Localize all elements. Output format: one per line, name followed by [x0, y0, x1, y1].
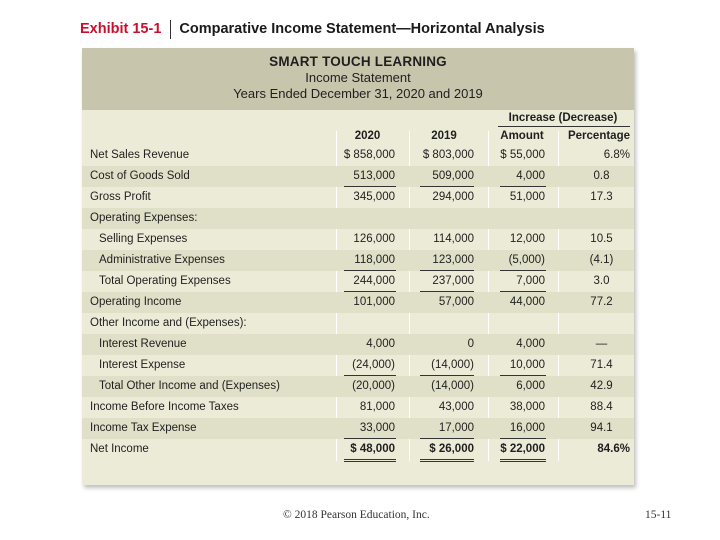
- increase-percentage: (4.1): [589, 254, 614, 266]
- subtotal-rule: [420, 186, 474, 187]
- exhibit-label: Exhibit 15-1: [80, 21, 162, 37]
- table-row: [82, 439, 634, 460]
- increase-amount: 12,000: [509, 233, 545, 245]
- row-label: Administrative Expenses: [99, 254, 225, 266]
- row-label: Income Tax Expense: [90, 422, 197, 434]
- increase-amount: $ 22,000: [500, 443, 545, 455]
- row-label: Total Operating Expenses: [99, 275, 231, 287]
- subtotal-rule: [420, 291, 474, 292]
- table-row: [82, 208, 634, 229]
- row-label: Total Other Income and (Expenses): [99, 380, 280, 392]
- table-row: [82, 334, 634, 355]
- table-row: [82, 145, 634, 166]
- value-2020: 244,000: [353, 275, 395, 287]
- value-2020: 101,000: [353, 296, 395, 308]
- table-row: [82, 418, 634, 439]
- value-2020: (24,000): [352, 359, 395, 371]
- row-label: Gross Profit: [90, 191, 151, 203]
- increase-amount: (5,000): [508, 254, 545, 266]
- value-2020: 33,000: [359, 422, 395, 434]
- col-header-2020: 2020: [354, 130, 381, 142]
- subtotal-rule: [420, 438, 474, 439]
- row-label: Selling Expenses: [99, 233, 188, 245]
- subtotal-rule: [500, 270, 546, 271]
- value-2019: $ 803,000: [422, 149, 474, 161]
- subtotal-rule: [344, 291, 396, 292]
- table-row: [82, 229, 634, 250]
- value-2020: 345,000: [353, 191, 395, 203]
- value-2019: 0: [467, 338, 474, 350]
- row-label: Net Income: [90, 443, 149, 455]
- increase-percentage: 84.6%: [597, 443, 630, 455]
- subtotal-rule: [500, 438, 546, 439]
- value-2020: $ 858,000: [343, 149, 395, 161]
- increase-decrease-header: Increase (Decrease): [508, 112, 618, 124]
- value-2019: 509,000: [432, 170, 474, 182]
- increase-percentage: 6.8%: [603, 149, 630, 161]
- table-row: [82, 397, 634, 418]
- statement-heading: [82, 48, 634, 110]
- value-2019: 43,000: [438, 401, 474, 413]
- increase-percentage: 3.0: [593, 275, 610, 287]
- exhibit-divider: [170, 20, 171, 39]
- value-2019: 294,000: [432, 191, 474, 203]
- increase-amount: 4,000: [516, 170, 545, 182]
- subtotal-rule: [344, 186, 396, 187]
- value-2019: 57,000: [438, 296, 474, 308]
- value-2019: 114,000: [433, 233, 474, 245]
- increase-amount: 4,000: [516, 338, 545, 350]
- table-row: [82, 187, 634, 208]
- income-statement-table: [82, 48, 634, 485]
- subtotal-rule: [500, 375, 546, 376]
- value-2020: 513,000: [353, 170, 395, 182]
- increase-percentage: —: [595, 338, 608, 350]
- increase-percentage: 42.9: [590, 380, 613, 392]
- value-2019: (14,000): [431, 380, 474, 392]
- row-label: Interest Expense: [99, 359, 186, 371]
- total-double-rule: [500, 461, 546, 462]
- increase-percentage: 17.3: [590, 191, 613, 203]
- page-number: 15-11: [645, 509, 672, 521]
- subtotal-rule: [420, 270, 474, 271]
- value-2019: 123,000: [432, 254, 474, 266]
- value-2020: 4,000: [366, 338, 395, 350]
- row-label: Income Before Income Taxes: [90, 401, 239, 413]
- total-double-rule: [420, 461, 474, 462]
- exhibit-header: [80, 18, 545, 40]
- increase-percentage: 77.2: [590, 296, 613, 308]
- total-double-rule: [344, 461, 396, 462]
- value-2019: 17,000: [438, 422, 474, 434]
- increase-amount: 10,000: [509, 359, 545, 371]
- value-2020: 126,000: [353, 233, 395, 245]
- table-row: [82, 292, 634, 313]
- exhibit-title: Comparative Income Statement—Horizontal Analysis: [179, 21, 545, 37]
- increase-amount: 6,000: [516, 380, 545, 392]
- subtotal-rule: [420, 375, 474, 376]
- group-header-underline: [498, 126, 630, 127]
- table-row: [82, 355, 634, 376]
- subtotal-rule: [344, 375, 396, 376]
- increase-percentage: 10.5: [590, 233, 613, 245]
- table-row: [82, 271, 634, 292]
- table-row: [82, 313, 634, 334]
- col-header-amount: Amount: [500, 130, 544, 142]
- table-row: [82, 166, 634, 187]
- increase-percentage: 94.1: [590, 422, 613, 434]
- subtotal-rule: [344, 270, 396, 271]
- value-2020: (20,000): [352, 380, 395, 392]
- statement-name: Income Statement: [305, 70, 411, 85]
- company-name: SMART TOUCH LEARNING: [269, 54, 447, 69]
- increase-amount: 7,000: [516, 275, 545, 287]
- value-2020: 118,000: [354, 254, 395, 266]
- increase-percentage: 0.8: [593, 170, 610, 182]
- row-label: Cost of Goods Sold: [90, 170, 190, 182]
- value-2020: $ 48,000: [350, 443, 395, 455]
- row-label: Operating Expenses:: [90, 212, 198, 224]
- increase-amount: 16,000: [509, 422, 545, 434]
- row-label: Operating Income: [90, 296, 182, 308]
- statement-period: Years Ended December 31, 2020 and 2019: [233, 86, 483, 101]
- row-label: Net Sales Revenue: [90, 149, 190, 161]
- increase-percentage: 88.4: [590, 401, 613, 413]
- subtotal-rule: [500, 291, 546, 292]
- total-double-rule: [420, 459, 474, 460]
- copyright-notice: © 2018 Pearson Education, Inc.: [283, 509, 430, 521]
- total-double-rule: [344, 459, 396, 460]
- subtotal-rule: [500, 186, 546, 187]
- col-header-2019: 2019: [431, 130, 457, 142]
- table-row: [82, 376, 634, 397]
- value-2020: 81,000: [359, 401, 395, 413]
- col-header-percentage: Percentage: [567, 130, 630, 142]
- value-2019: $ 26,000: [429, 443, 474, 455]
- increase-amount: 38,000: [509, 401, 545, 413]
- value-2019: 237,000: [432, 275, 474, 287]
- table-row: [82, 250, 634, 271]
- value-2019: (14,000): [431, 359, 474, 371]
- increase-amount: $ 55,000: [500, 149, 545, 161]
- subtotal-rule: [344, 438, 396, 439]
- row-label: Other Income and (Expenses):: [90, 317, 247, 329]
- increase-amount: 51,000: [509, 191, 545, 203]
- increase-percentage: 71.4: [590, 359, 613, 371]
- increase-amount: 44,000: [509, 296, 545, 308]
- total-double-rule: [500, 459, 546, 460]
- row-label: Interest Revenue: [99, 338, 187, 350]
